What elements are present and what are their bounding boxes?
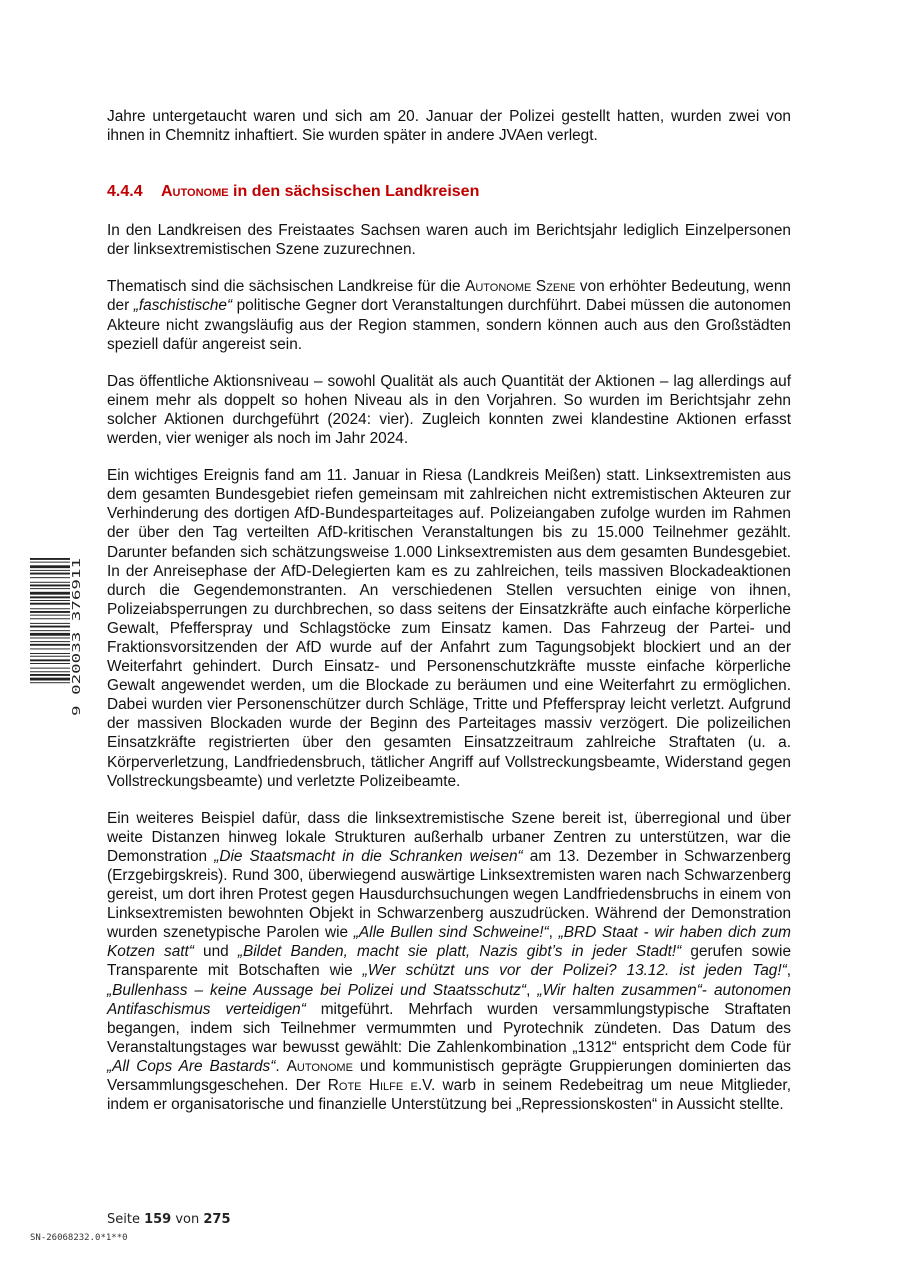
serial-number: SN-26068232.0*1**0 bbox=[30, 1233, 128, 1243]
barcode-bar bbox=[30, 674, 70, 676]
paragraph-1: In den Landkreisen des Freistaates Sachsen waren auch im Berichtsjahr lediglich Einzelpersonen der linksextremistischen Szene zuzurechnen. bbox=[107, 222, 791, 259]
section-title-rest: in den sächsischen Landkreisen bbox=[228, 183, 480, 201]
page-footer bbox=[107, 1212, 231, 1227]
barcode-bar bbox=[30, 562, 70, 563]
text-run: mitgeführt. Mehrfach wurden versammlungstypische Straftaten begangen, indem sich Teilnehmer vermummten und Pyrotechnik zündeten. Das Datum des Veranstaltungstages war bewusst gewählt: Die Zahlenkombination „1312“ entspricht dem Code für bbox=[107, 1000, 791, 1056]
paragraph-4: Ein wichtiges Ereignis fand am 11. Januar in Riesa (Landkreis Meißen) statt. Linksextremisten aus dem gesamten Bundesgebiet riefen gemeinsam mit zahlreichen nicht extremistischen Akteuren zur Verhinderung des dortigen AfD-Bundesparteitages auf. Polizeiangaben zufolge wurden im Rahmen der über den Tag verteilten AfD-kritischen Veranstaltungen bis zu 15.000 Teilnehmer gezählt. Darunter befanden sich schätzungsweise 1.000 Linksextremisten aus dem gesamten Bundesgebiet. In der Anreisephase der AfD-Delegierten kam es zu zahlreichen, teils massiven Blockadeaktionen durch die Gegendemonstranten. An verschiedenen Stellen versuchten einige von ihnen, Polizeiabsperrungen zu durchbrechen, so dass seitens der Einsatzkräfte auch einfache körperliche Gewalt, Pfefferspray und Schlagstöcke zum Einsatz kamen. Das Fahrzeug der Partei- und Fraktionsvorsitzenden der AfD wurde auf der Anfahrt zum Tagungsobjekt blockiert und an der Weiterfahrt gehindert. Durch Einsatz- und Personenschutzkräfte musste einfache körperliche Gewalt angewendet werden, um die Blockade zu beräumen und eine Weiterfahrt zu ermöglichen. Dabei wurden vier Personenschützer durch Schläge, Tritte und Pfefferspray leicht verletzt. Aufgrund der massiven Blockaden wurde der Beginn des Parteitages massiv verzögert. Die polizeilichen Einsatzkräfte registrierten über den gesamten Einsatzzeitraum zahlreiche Straftaten (u. a. Körperverletzung, Landfriedensbruch, tätlicher Angriff auf Vollstreckungsbeamte, Widerstand gegen Vollstreckungsbeamte) und verletzte Polizeibeamte. bbox=[107, 467, 791, 790]
barcode-bar bbox=[30, 558, 70, 560]
barcode-digits: 9 020033 376911 bbox=[70, 616, 83, 716]
italic-run: „All Cops Are Bastards“ bbox=[107, 1057, 276, 1075]
barcode-bar bbox=[30, 588, 70, 589]
barcode-bar bbox=[30, 633, 70, 636]
italic-run: „BRD Staat - wir haben dich zum Kotzen satt“ bbox=[107, 924, 791, 961]
barcode-bar bbox=[30, 573, 70, 575]
barcode-bar bbox=[30, 668, 70, 669]
barcode-bar bbox=[30, 630, 70, 631]
barcode-bar bbox=[30, 611, 70, 613]
text-run: politische Gegner dort Veranstaltungen durchführt. Dabei müssen die autonomen Akteure nicht zwangsläufig aus der Region stammen, sondern können auch aus den Großstädten speziell dafür angereist sein. bbox=[107, 297, 791, 353]
small-caps-run: Autonome Szene bbox=[465, 278, 576, 296]
barcode-bars bbox=[30, 558, 70, 683]
paragraph-3: Das öffentliche Aktionsniveau – sowohl Qualität als auch Quantität der Aktionen – lag allerdings auf einem mehr als doppelt so hohen Niveau als in den Vorjahren. So wurden im Berichtsjahr zehn solcher Aktionen durchgeführt (2024: vier). Zugleich konnten zwei klandestine Aktionen erfasst werden, vier weniger als noch im Jahr 2024. bbox=[107, 372, 791, 448]
footer-mid: von bbox=[171, 1212, 204, 1227]
paragraph-5 bbox=[107, 809, 791, 1115]
barcode-bar bbox=[30, 638, 70, 639]
italic-run: autonomen Antifaschismus verteidigen“ bbox=[107, 981, 791, 1018]
barcode-bar bbox=[30, 570, 70, 571]
barcode-bar bbox=[30, 608, 70, 609]
text-run: warb in seinem Redebeitrag um neue Mitglieder, indem er organisatorische und finanzielle Unterstützung bei „Repressionskosten“ in Aussicht stellte. bbox=[107, 1077, 791, 1114]
barcode bbox=[30, 556, 92, 716]
page-number: 159 bbox=[144, 1212, 172, 1227]
text-run: , bbox=[548, 924, 559, 942]
text-run: - bbox=[701, 981, 714, 999]
italic-run: „Alle Bullen sind Schweine!“ bbox=[353, 924, 549, 942]
barcode-bar bbox=[30, 671, 70, 672]
barcode-graphic bbox=[30, 556, 92, 716]
barcode-bar bbox=[30, 659, 70, 661]
barcode-bar bbox=[30, 565, 70, 568]
barcode-bar bbox=[30, 644, 70, 646]
italic-run: „faschistische“ bbox=[133, 297, 233, 315]
section-number: 4.4.4 bbox=[107, 183, 143, 201]
italic-run: „Wer schützt uns vor der Polizei? 13.12. ist jeden Tag!“ bbox=[362, 962, 787, 980]
small-caps-run: Rote Hilfe e.V. bbox=[327, 1077, 436, 1095]
text-run: . bbox=[275, 1057, 287, 1075]
barcode-bar bbox=[30, 648, 70, 649]
page-total: 275 bbox=[203, 1212, 231, 1227]
section-title-prefix: Autonome bbox=[161, 183, 229, 201]
page-content bbox=[107, 107, 791, 1132]
barcode-bar bbox=[30, 641, 70, 642]
barcode-bar bbox=[30, 656, 70, 657]
paragraph-continued: Jahre untergetaucht waren und sich am 20. Januar der Polizei gestellt hatten, wurden zwei von ihnen in Chemnitz inhaftiert. Sie wurden später in andere JVAen verlegt. bbox=[107, 108, 791, 145]
barcode-bar bbox=[30, 596, 70, 598]
text-run: und kommunistisch geprägte Gruppierungen dominierten das Versammlungsgeschehen. Der bbox=[107, 1057, 791, 1095]
text-run: , bbox=[526, 981, 538, 999]
footer-prefix: Seite bbox=[107, 1212, 145, 1227]
barcode-bar bbox=[30, 577, 70, 578]
text-run: , bbox=[786, 962, 792, 980]
barcode-bar bbox=[30, 626, 70, 628]
barcode-bar bbox=[30, 618, 70, 619]
paragraph-2 bbox=[107, 277, 791, 353]
barcode-bar bbox=[30, 585, 70, 587]
text-run: und bbox=[193, 943, 238, 961]
barcode-bar bbox=[30, 600, 70, 601]
barcode-bar bbox=[30, 653, 70, 654]
barcode-bar bbox=[30, 582, 70, 583]
italic-run: „Bullenhass – keine Aussage bei Polizei und Staatsschutz“ bbox=[107, 981, 527, 999]
barcode-bar bbox=[30, 615, 70, 616]
italic-run: „Wir halten zusammen“ bbox=[537, 981, 702, 999]
italic-run: „Bildet Banden, macht sie platt, Nazis gibt’s in jeder Stadt!“ bbox=[237, 943, 682, 961]
text-run: von erhöhter Bedeutung, wenn der bbox=[107, 278, 791, 315]
text-run: gerufen sowie Transparente mit Botschaften wie bbox=[107, 943, 792, 980]
small-caps-run: Autonome bbox=[286, 1057, 353, 1075]
text-run: am 13. Dezember in Schwarzenberg (Erzgebirgskreis). Rund 300, überwiegend auswärtige Linksextremisten waren nach Schwarzenberg gereist, um dort ihren Protest gegen Hausdurchsuchungen wegen Landfriedensbruchs in einem von Linksextremisten bewohnten Objekt in Schwarzenberg auszudrücken. Während der Demonstration wurden szenetypische Parolen wie bbox=[107, 847, 791, 942]
barcode-bar bbox=[30, 603, 70, 605]
text-run: Thematisch sind die sächsischen Landkreise für die bbox=[107, 278, 466, 296]
section-heading bbox=[107, 182, 791, 202]
barcode-bar bbox=[30, 663, 70, 664]
text-run: Ein weiteres Beispiel dafür, dass die linksextremistische Szene bereit ist, überregional und über weite Distanzen hinweg lokale Strukturen außerhalb urbaner Zentren zu unterstützen, war die Demonstration bbox=[107, 809, 791, 865]
barcode-bar bbox=[30, 678, 70, 681]
barcode-bar bbox=[30, 592, 70, 595]
barcode-bar bbox=[30, 623, 70, 624]
barcode-bar bbox=[30, 682, 70, 683]
italic-run: „Die Staatsmacht in die Schranken weisen“ bbox=[214, 847, 523, 865]
